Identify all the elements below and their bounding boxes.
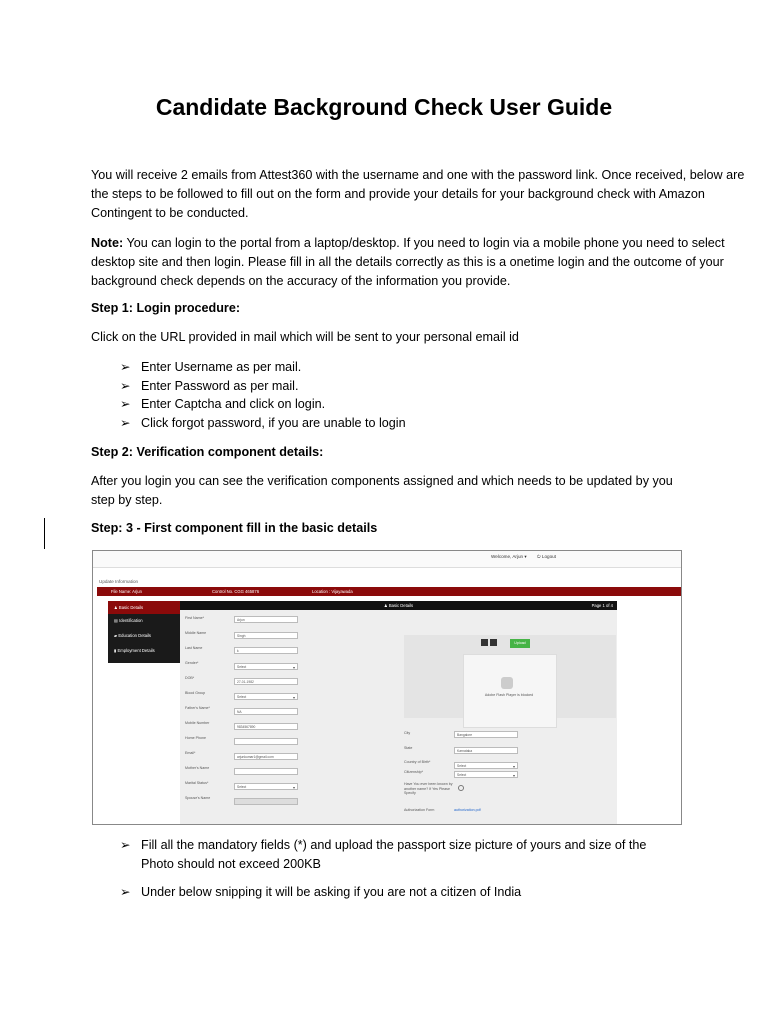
arrow-bullet-icon: ➢ xyxy=(120,885,131,899)
last-name-field: k xyxy=(234,647,298,654)
list-item: ➢ Enter Username as per mail. xyxy=(120,358,406,377)
step1-bullet-list xyxy=(120,358,406,432)
file-name: File Name: Arjun xyxy=(111,589,142,594)
control-number: Control No. CGG 465876 xyxy=(212,589,260,594)
other-name-radio xyxy=(458,785,464,791)
citizenship-select: Select ▾ xyxy=(454,771,518,778)
top-bar xyxy=(93,551,681,568)
list-item: ➢ Under below snipping it will be asking if you are not a citizen of India xyxy=(120,883,680,902)
camera-icon xyxy=(481,639,488,646)
page-indicator: Page 1 of 4 xyxy=(591,603,613,608)
candidate-info-bar xyxy=(97,587,681,596)
note-paragraph xyxy=(91,234,751,291)
state-field: Karnataka xyxy=(454,747,518,754)
text-cursor xyxy=(44,518,45,549)
middle-name-field: Singh xyxy=(234,632,298,639)
home-phone-field xyxy=(234,738,298,745)
flash-blocked-text: Adobe Flash Player is blocked xyxy=(484,693,534,697)
sidebar-item-identification: ▤ Identification xyxy=(114,618,143,623)
user-icon: ♟ xyxy=(114,605,119,610)
dob-field: 27-01-1982 xyxy=(234,678,298,685)
gender-select: Select ▾ xyxy=(234,663,298,670)
step2-text: After you login you can see the verification components assigned and which needs to be updated by you step by step. xyxy=(91,474,673,507)
note-text: You can login to the portal from a laptop/desktop. If you need to login via a mobile phone you need to select desktop site and then login. Please fill in all the details correctly as this is a onetime login and the outcome of your background check depends on the accuracy of the information you provide. xyxy=(91,236,725,288)
page-title: Candidate Background Check User Guide xyxy=(155,94,613,120)
list-item: ➢ Fill all the mandatory fields (*) and upload the passport size picture of yours and size of the Photo should not exceed 200KB xyxy=(120,836,680,873)
list-item: ➢ Click forgot password, if you are unable to login xyxy=(120,414,406,433)
authorization-label: Authorization Form xyxy=(404,808,435,812)
user-icon: ♟ xyxy=(383,603,389,608)
id-card-icon: ▤ xyxy=(114,618,120,623)
arrow-bullet-icon: ➢ xyxy=(120,397,131,411)
blood-group-select: Select ▾ xyxy=(234,693,298,700)
mobile-number-field: 9834567890 xyxy=(234,723,298,730)
plugin-icon xyxy=(501,677,513,689)
logout-link: ⏻ Logout xyxy=(537,554,556,559)
arrow-bullet-icon: ➢ xyxy=(120,415,131,430)
basic-details-panel: First Name* Arjun Middle Name Singh Last Name k Gender* Select ▾ DOB* 27-01-1982 Blood Group Select ▾ Father's Name* NA Mobile Number 9834567890 Home Phone Email* arjunkumar1@gmail.com Mother's Name Marital Status* Select ▾ Spouse's Name City Bangalore State Karnataka Country of Birth* Select ▾ Citizenship* Select ▾ Have You ever been known by another name? If Yes Please Specify Authorization Form authorization.pdf xyxy=(180,610,617,824)
arrow-bullet-icon: ➢ xyxy=(120,378,131,393)
refresh-icon xyxy=(490,639,497,646)
city-field: Bangalore xyxy=(454,731,518,738)
briefcase-icon: ▮ xyxy=(114,648,118,653)
flash-placeholder xyxy=(463,654,557,728)
mother-name-field xyxy=(234,768,298,775)
update-information-label: Update Information xyxy=(99,579,139,584)
step1-text: Click on the URL provided in mail which will be sent to your personal email id xyxy=(91,330,519,344)
sidebar-item-basic-details: ♟ Basic Details xyxy=(108,601,180,614)
first-name-field: Arjun xyxy=(234,616,298,623)
welcome-menu: Welcome, Arjun ▾ xyxy=(491,554,527,559)
component-sidebar xyxy=(108,601,180,663)
other-name-question: Have You ever been known by another name? If Yes Please Specify xyxy=(404,782,453,796)
list-item: ➢ Enter Captcha and click on login. xyxy=(120,395,406,414)
authorization-link: authorization.pdf xyxy=(454,808,481,812)
upload-button: Upload xyxy=(510,639,530,648)
step1-heading: Step 1: Login procedure: xyxy=(91,301,241,315)
list-item: ➢ Enter Password as per mail. xyxy=(120,377,406,396)
book-icon: ▰ xyxy=(114,633,119,638)
panel-header xyxy=(180,601,617,610)
after-bullet-list xyxy=(120,836,680,902)
intro-paragraph: You will receive 2 emails from Attest360 with the username and one with the password link. Once received, below are the steps to be followed to fill out on the form and provide your details for your background check with Amazon Contingent to be conducted. xyxy=(91,168,745,220)
sidebar-item-employment: ▮ Employment Details xyxy=(114,648,155,653)
panel-title: Basic Details xyxy=(388,603,414,608)
note-label: Note: xyxy=(91,236,124,250)
spouse-name-field xyxy=(234,798,298,805)
location: Location : Vijayawada xyxy=(312,589,353,594)
father-name-field: NA xyxy=(234,708,298,715)
step2-heading: Step 2: Verification component details: xyxy=(91,445,324,459)
marital-status-select: Select ▾ xyxy=(234,783,298,790)
arrow-bullet-icon: ➢ xyxy=(120,838,131,852)
embedded-form-screenshot xyxy=(92,550,682,825)
country-of-birth-select: Select ▾ xyxy=(454,762,518,769)
step3-heading: Step: 3 - First component fill in the basic details xyxy=(91,521,378,535)
arrow-bullet-icon: ➢ xyxy=(120,360,131,374)
email-field: arjunkumar1@gmail.com xyxy=(234,753,298,760)
sidebar-item-education: ▰ Education Details xyxy=(114,633,151,638)
